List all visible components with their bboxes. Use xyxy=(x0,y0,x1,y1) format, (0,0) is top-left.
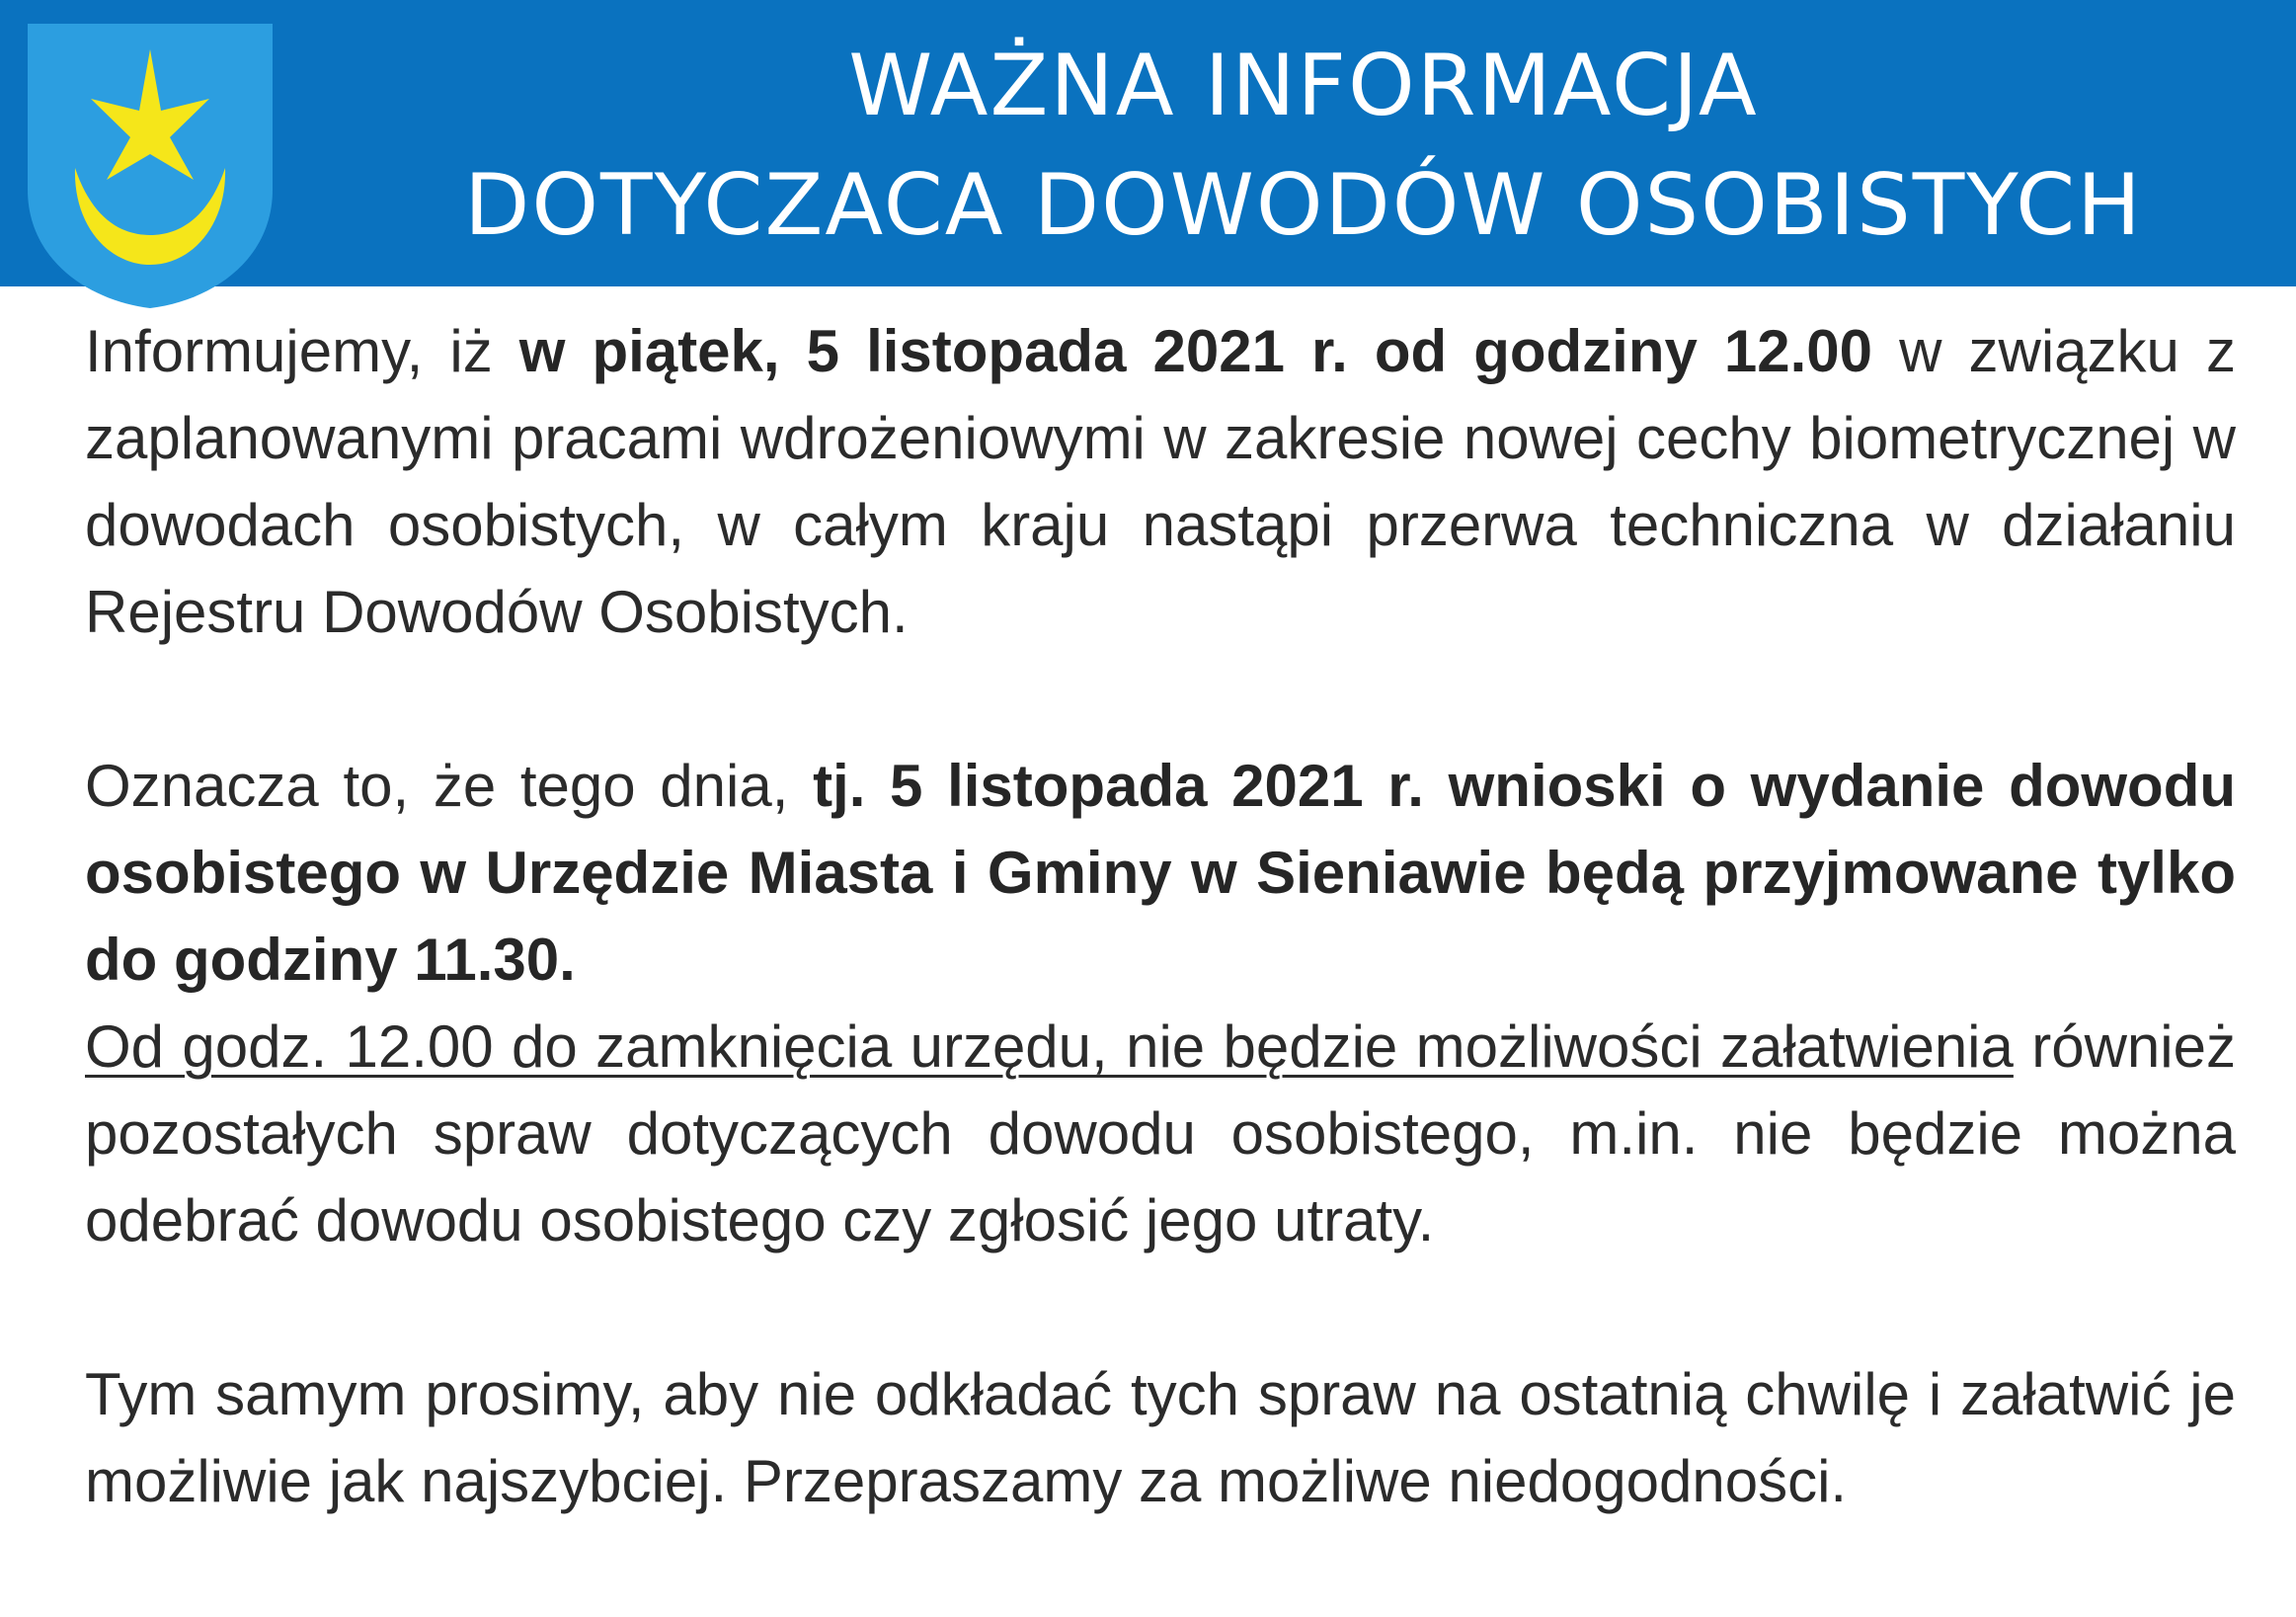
paragraph-spacer xyxy=(85,656,2236,743)
title-line-1: WAŻNA INFORMACJA xyxy=(848,37,1759,135)
header-banner xyxy=(0,0,2296,286)
p4-text-1: Tym samym prosimy, aby nie odkładać tych spraw na ostatnią chwilę i załatwić je możliwie jak najszybciej. Przepraszamy za możliwe niedogodności. xyxy=(85,1361,2236,1514)
paragraph-4 xyxy=(85,1351,2236,1525)
p2-bold-hours: tj. 5 listopada 2021 r. wnioski o wydanie dowodu osobistego w Urzędzie Miasta i Gminy w Sieniawie będą przyjmowane tylko do godziny 11.30. xyxy=(85,753,2236,993)
paragraph-2 xyxy=(85,743,2236,1004)
coat-of-arms-icon xyxy=(26,22,275,310)
p3-underlined-text: Od godz. 12.00 do zamknięcia urzędu, nie będzie możliwości załatwienia xyxy=(85,1013,2014,1080)
paragraph-1 xyxy=(85,308,2236,656)
notice-body xyxy=(85,308,2236,1525)
p2-text-1: Oznacza to, że tego dnia, xyxy=(85,753,814,819)
p1-text-2: w związku z zaplanowanymi pracami wdrożeniowymi w zakresie nowej cechy biometrycznej w dowodach osobistych, w całym kraju nastąpi przerwa techniczna w działaniu Rejestru Dowodów Osobistych. xyxy=(85,318,2236,645)
paragraph-3 xyxy=(85,1004,2236,1264)
title-line-2: DOTYCZACA DOWODÓW OSOBISTYCH xyxy=(464,156,2143,255)
p1-bold-date: w piątek, 5 listopada 2021 r. od godziny 12.00 xyxy=(518,318,1873,384)
paragraph-spacer xyxy=(85,1264,2236,1351)
p3-text-1: również pozostałych spraw dotyczących dowodu osobistego, m.in. nie będzie można odebrać dowodu osobistego czy zgłosić jego utraty. xyxy=(85,1013,2236,1253)
p1-text-1: Informujemy, iż xyxy=(85,318,519,384)
